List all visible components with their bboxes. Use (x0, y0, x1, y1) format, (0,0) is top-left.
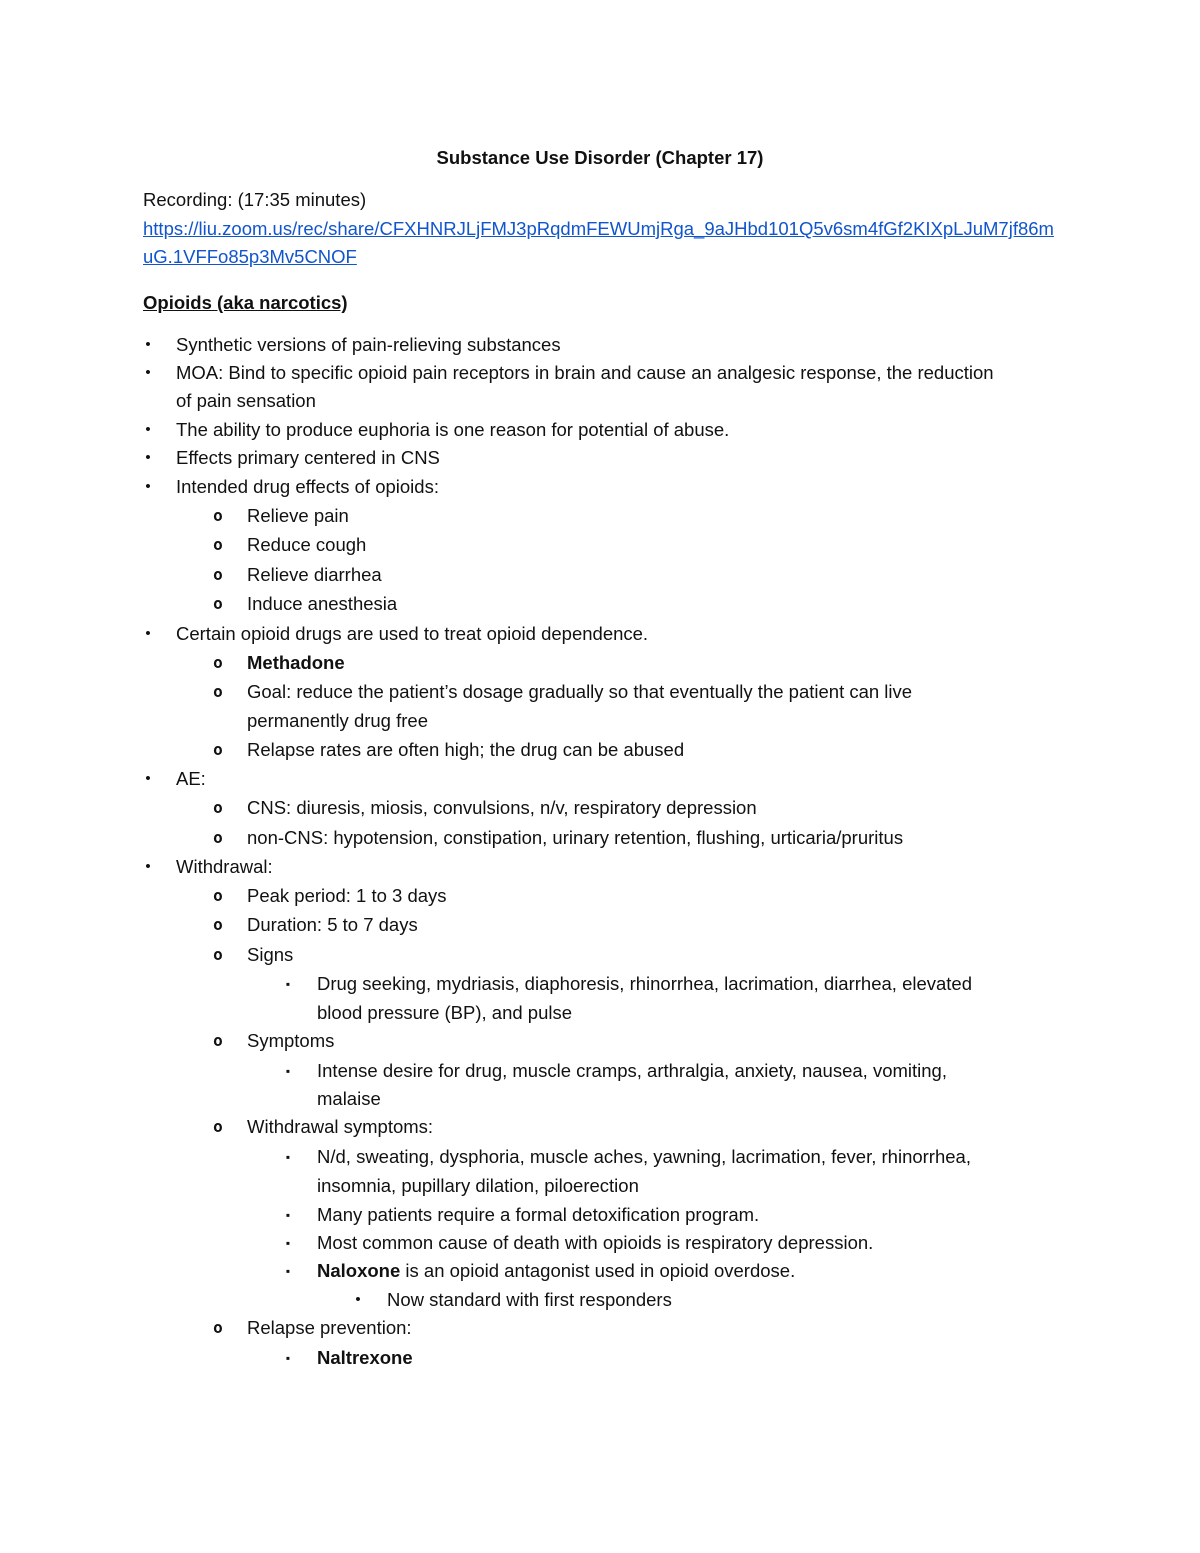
bullet-circle-icon: o (213, 915, 223, 934)
list-item-relapse-prevention: Relapse prevention: (247, 1317, 412, 1338)
naloxone-term: Naloxone (317, 1260, 401, 1281)
bullet-circle-icon: o (213, 798, 223, 817)
bullet-square-icon: ▪ (285, 1208, 291, 1222)
list-item-intended-effects: Intended drug effects of opioids: (176, 476, 439, 497)
list-item-first-responders: Now standard with first responders (387, 1289, 672, 1310)
bullet-dot-icon: • (145, 770, 151, 787)
bullet-circle-icon: o (213, 945, 223, 964)
list-item-most-common: Most common cause of death with opioids is respiratory depression. (317, 1232, 874, 1253)
bullet-square-icon: ▪ (285, 977, 291, 991)
bullet-circle-icon: o (213, 886, 223, 905)
list-item-synthetic: Synthetic versions of pain-relieving substances (176, 334, 561, 355)
list-item-reduce-cough: Reduce cough (247, 534, 367, 555)
bullet-dot-icon: • (145, 336, 151, 353)
bullet-circle-icon: o (213, 682, 223, 701)
bullet-circle-icon: o (213, 535, 223, 554)
document-title: Substance Use Disorder (Chapter 17) (436, 147, 764, 168)
list-item-signs-line2: blood pressure (BP), and pulse (317, 1002, 573, 1023)
list-item-ws-line1: N/d, sweating, dysphoria, muscle aches, yawning, lacrimation, fever, rhinorrhea, (317, 1146, 971, 1167)
list-item-symptoms: Symptoms (247, 1030, 335, 1051)
bullet-circle-icon: o (213, 1318, 223, 1337)
bullet-circle-icon: o (213, 565, 223, 584)
bullet-square-icon: ▪ (285, 1264, 291, 1278)
list-item-peak-period: Peak period: 1 to 3 days (247, 885, 447, 906)
list-item-symptoms-line1: Intense desire for drug, muscle cramps, arthralgia, anxiety, nausea, vomiting, (317, 1060, 947, 1081)
bullet-dot-icon: • (145, 449, 151, 466)
list-item-goal-line2: permanently drug free (247, 710, 428, 731)
bullet-square-icon: ▪ (285, 1064, 291, 1078)
recording-link[interactable]: https://liu.zoom.us/rec/share/CFXHNRJLjFMJ3pRqdmFEWUmjRga_9aJHbd101Q5v6sm4fGf2KIXpLJuM7jf86muG.1VFFo85p3Mv5CNOF (143, 218, 1054, 267)
list-item-effects-cns: Effects primary centered in CNS (176, 447, 440, 468)
list-item-relieve-diarrhea: Relieve diarrhea (247, 564, 382, 585)
bullet-dot-icon: • (145, 858, 151, 875)
list-item-moa-line2: of pain sensation (176, 390, 316, 411)
list-item-relieve-pain: Relieve pain (247, 505, 349, 526)
bullet-dot-icon: • (145, 625, 151, 642)
list-item-ae-cns: CNS: diuresis, miosis, convulsions, n/v, respiratory depression (247, 797, 757, 818)
section-heading-opioids: Opioids (aka narcotics) (143, 292, 348, 313)
list-item-ws-line2: insomnia, pupillary dilation, piloerection (317, 1175, 639, 1196)
list-item-ae-noncns: non-CNS: hypotension, constipation, urinary retention, flushing, urticaria/pruritus (247, 827, 904, 848)
bullet-circle-icon: o (213, 506, 223, 525)
naloxone-description: is an opioid antagonist used in opioid overdose. (400, 1260, 796, 1281)
list-item-symptoms-line2: malaise (317, 1088, 381, 1109)
list-item-duration: Duration: 5 to 7 days (247, 914, 418, 935)
bullet-circle-icon: o (213, 594, 223, 613)
bullet-dot-icon: • (355, 1291, 361, 1308)
list-item-relapse-rates: Relapse rates are often high; the drug can be abused (247, 739, 685, 760)
bullet-dot-icon: • (145, 364, 151, 381)
list-item-naloxone (317, 1257, 795, 1286)
bullet-dot-icon: • (145, 478, 151, 495)
recording-duration: Recording: (17:35 minutes) (143, 189, 367, 210)
list-item-signs: Signs (247, 944, 294, 965)
list-item-withdrawal-symptoms: Withdrawal symptoms: (247, 1116, 434, 1137)
list-item-withdrawal: Withdrawal: (176, 856, 273, 877)
list-item-certain-opioid: Certain opioid drugs are used to treat opioid dependence. (176, 623, 649, 644)
bullet-circle-icon: o (213, 828, 223, 847)
list-item-signs-line1: Drug seeking, mydriasis, diaphoresis, rhinorrhea, lacrimation, diarrhea, elevated (317, 973, 973, 994)
bullet-circle-icon: o (213, 1031, 223, 1050)
bullet-dot-icon: • (145, 421, 151, 438)
bullet-square-icon: ▪ (285, 1351, 291, 1365)
list-item-euphoria: The ability to produce euphoria is one reason for potential of abuse. (176, 419, 730, 440)
list-item-naltrexone: Naltrexone (317, 1347, 413, 1368)
list-item-ae: AE: (176, 768, 206, 789)
list-item-induce-anesthesia: Induce anesthesia (247, 593, 398, 614)
list-item-methadone: Methadone (247, 652, 345, 673)
bullet-square-icon: ▪ (285, 1236, 291, 1250)
list-item-goal-line1: Goal: reduce the patient’s dosage gradually so that eventually the patient can live (247, 681, 913, 702)
list-item-formal-detox: Many patients require a formal detoxification program. (317, 1204, 760, 1225)
bullet-circle-icon: o (213, 653, 223, 672)
list-item-moa-line1: MOA: Bind to specific opioid pain receptors in brain and cause an analgesic response, the reduction (176, 362, 994, 383)
bullet-circle-icon: o (213, 740, 223, 759)
bullet-circle-icon: o (213, 1117, 223, 1136)
bullet-square-icon: ▪ (285, 1150, 291, 1164)
